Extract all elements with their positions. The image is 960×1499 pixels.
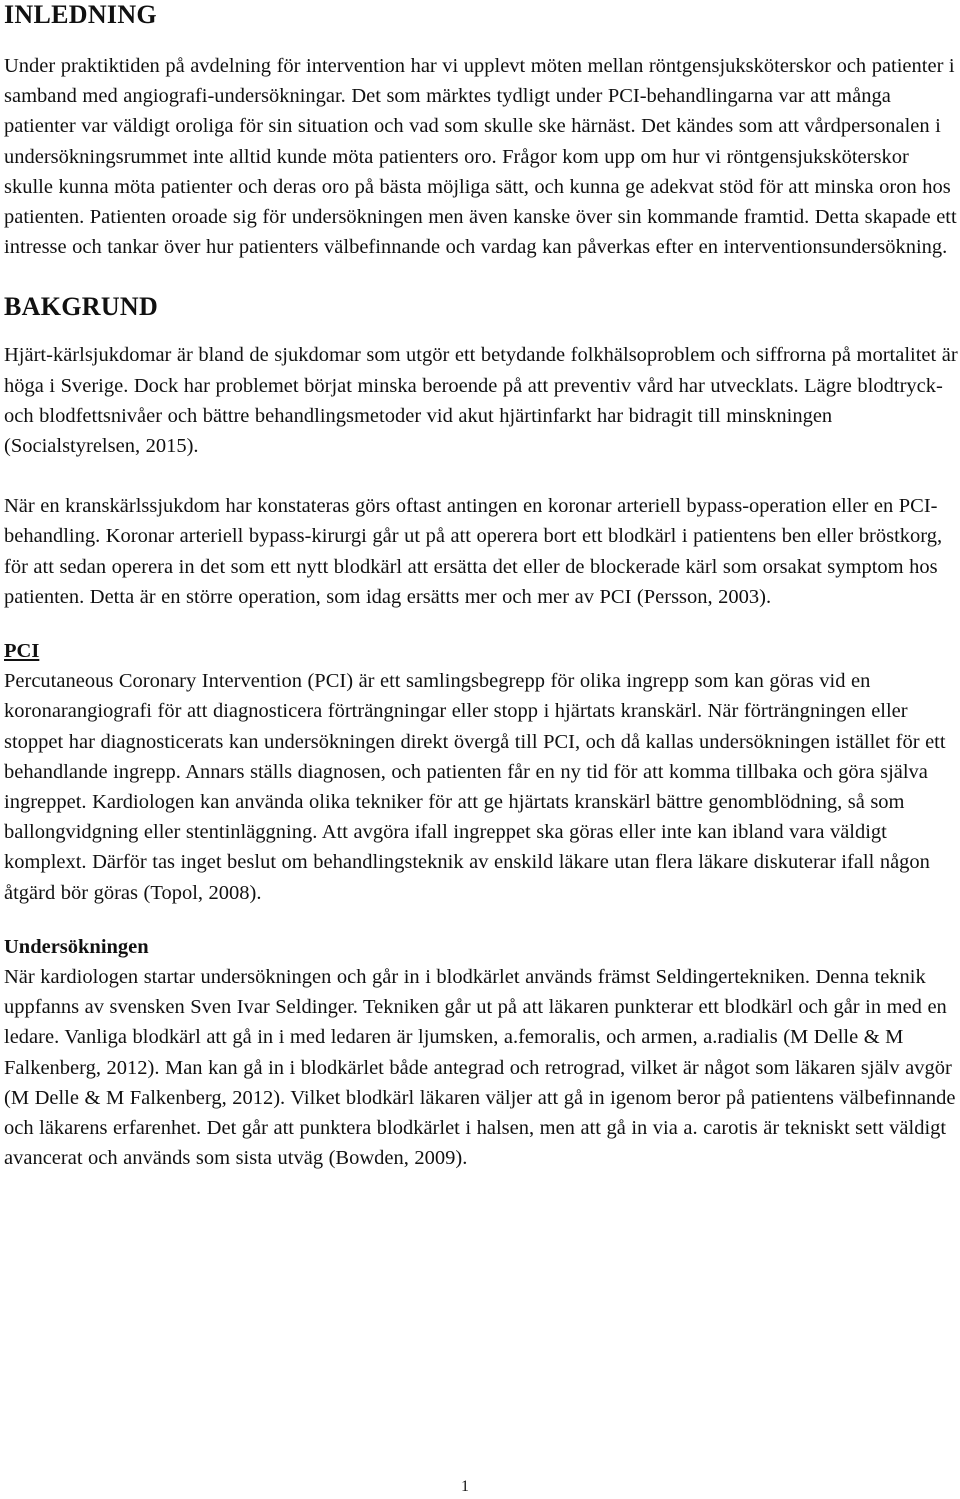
- bakgrund-paragraph-1: Hjärt-kärlsjukdomar är bland de sjukdomar som utgör ett betydande folkhälsoproblem och siffrorna på mortalitet är höga i Sverige. Dock har problemet börjat minska beroende på att preventiv vård har utvecklats. Lägre blodtryck- och blodfettsnivåer och bättre behandlingsmetoder vid akut hjärtinfarkt har bidragit till minskningen (Socialstyrelsen, 2015).: [4, 344, 958, 458]
- section-heading-undersokningen: Undersökningen: [4, 935, 149, 958]
- undersokningen-paragraph: När kardiologen startar undersökningen och går in i blodkärlet används främst Seldingertekniken. Denna teknik uppfanns av svensken Sven Ivar Seldinger. Tekniken går ut på att läkaren punkterar ett blodkärl och går in med en ledare. Vanliga blodkärl att gå in i med ledaren är ljumsken, a.femoralis, och armen, a.radialis (M Delle & M Falkenberg, 2012). Man kan gå in i blodkärlet både antegrad och retrograd, vilket är något som läkaren själv avgör (M Delle & M Falkenberg, 2012). Vilket blodkärl läkaren väljer att gå in igenom beror på patientens välbefinnande och läkarens erfarenhet. Det går att punktera blodkärlet i halsen, men att gå in via a. carotis är tekniskt sett väldigt avancerat och används som sista utväg (Bowden, 2009).: [4, 966, 956, 1170]
- pci-paragraph: Percutaneous Coronary Intervention (PCI) är ett samlingsbegrepp för olika ingrepp som kan göras vid en koronarangiografi för att diagnosticera förträngningar eller stopp i hjärtats kranskärl. När förträngningen eller stoppet har diagnosticerats kan undersökningen direkt övergå till PCI, och då kallas undersökningen istället för ett behandlande ingrepp. Annars ställs diagnosen, och patienten får en ny tid för att komma tillbaka och göra själva ingreppet. Kardiologen kan använda olika tekniker för att ge hjärtats kranskärl bättre genomblödning, så som ballongvidgning eller stentinläggning. Att avgöra ifall ingreppet ska göras eller inte kan ibland vara väldigt komplext. Därför tas inget beslut om behandlingsteknik av enskild läkare utan flera läkare diskuterar ifall någon åtgärd bör göras (Topol, 2008).: [4, 670, 946, 904]
- document-page: [4, 0, 958, 1174]
- bakgrund-paragraph-2: När en kranskärlssjukdom har konstateras görs oftast antingen en koronar arteriell bypass-operation eller en PCI-behandling. Koronar arteriell bypass-kirurgi går ut på att operera bort ett blodkärl i patientens ben eller bröstkorg, för att sedan operera in det som ett nytt blodkärl att ersätta det eller de blockerade kärl som orsakat symptom hos patienten. Detta är en större operation, som idag ersätts mer och mer av PCI (Persson, 2003).: [4, 495, 943, 608]
- page-number: 1: [461, 1478, 469, 1495]
- inledning-paragraph: Under praktiktiden på avdelning för intervention har vi upplevt möten mellan röntgensjuksköterskor och patienter i samband med angiografi-undersökningar. Det som märktes tydligt under PCI-behandlingarna var att många patienter var väldigt oroliga för sin situation och vad som skulle ske härnäst. Det kändes som att vårdpersonalen i undersökningsrummet inte alltid kunde möta patienters oro. Frågor kom upp om hur vi röntgensjuksköterskor skulle kunna möta patienter och deras oro på bästa möjliga sätt, och kunna ge adekvat stöd för att minska oron hos patienten. Patienten oroade sig för undersökningen men även kanske över sin kommande framtid. Detta skapade ett intresse och tankar över hur patienters välbefinnande och vardag kan påverkas efter en interventionsundersökning.: [4, 55, 957, 259]
- section-heading-bakgrund: BAKGRUND: [4, 292, 159, 322]
- section-heading-inledning: INLEDNING: [4, 0, 157, 29]
- section-heading-pci: PCI: [4, 640, 40, 663]
